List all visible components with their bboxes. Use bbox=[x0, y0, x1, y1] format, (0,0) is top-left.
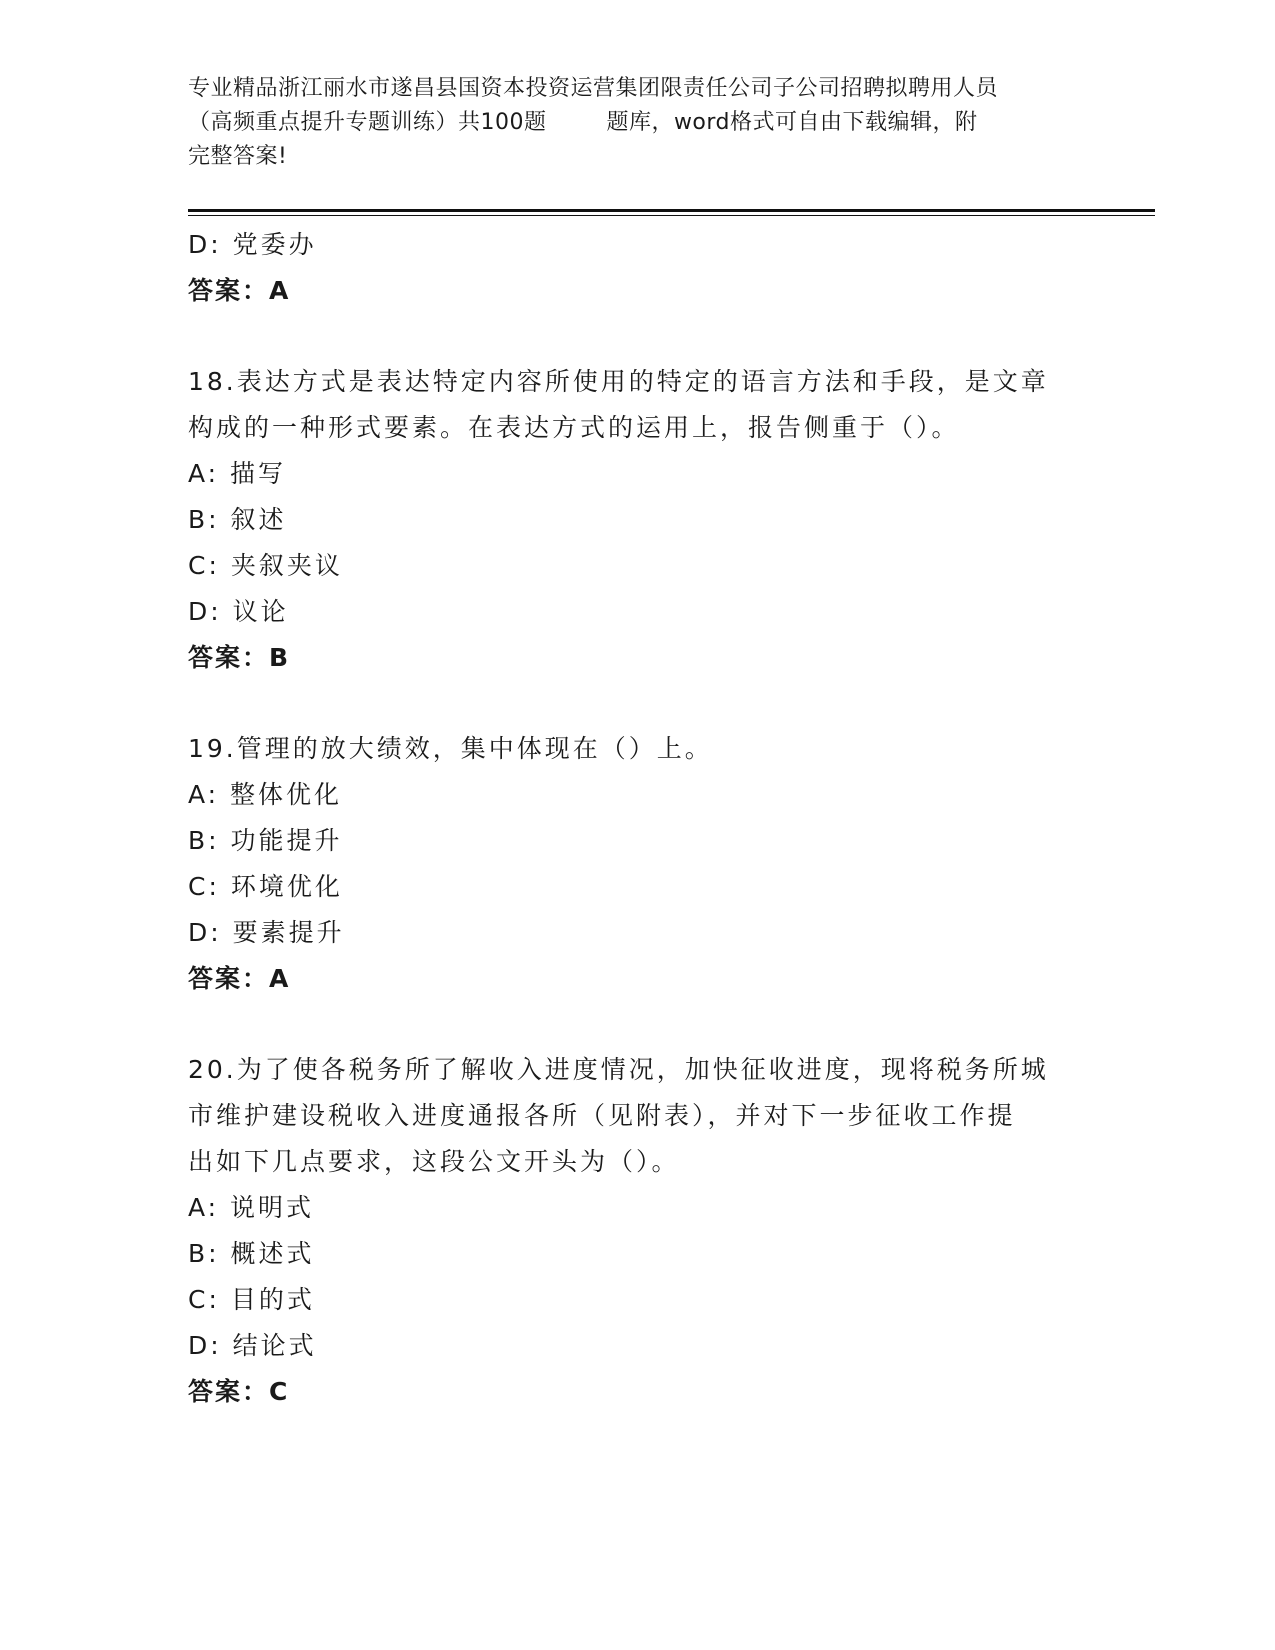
option-b: B: 功能提升 bbox=[188, 826, 343, 855]
option-b: B: 叙述 bbox=[188, 505, 287, 534]
answer-line: 答案：C bbox=[188, 1377, 290, 1406]
option-a: A: 整体优化 bbox=[188, 780, 343, 809]
question-spacer bbox=[188, 314, 1088, 359]
question-stem: 20.为了使各税务所了解收入进度情况，加快征收进度，现将税务所城 bbox=[188, 1055, 1049, 1084]
option-c: C: 目的式 bbox=[188, 1285, 315, 1314]
header-line: （高频重点提升专题训练）共100题 题库，word格式可自由下载编辑，附 bbox=[188, 110, 978, 135]
question-stem: 构成的一种形式要素。在表达方式的运用上，报告侧重于（）。 bbox=[188, 413, 960, 442]
question-stem: 市维护建设税收入进度通报各所（见附表），并对下一步征收工作提 bbox=[188, 1101, 1016, 1130]
question-stem: 18.表达方式是表达特定内容所使用的特定的语言方法和手段，是文章 bbox=[188, 367, 1049, 396]
question-18 bbox=[188, 359, 1088, 681]
option-c: C: 夹叙夹议 bbox=[188, 551, 343, 580]
option-d: D: 结论式 bbox=[188, 1331, 317, 1360]
option-d: D: 要素提升 bbox=[188, 918, 345, 947]
option-c: C: 环境优化 bbox=[188, 872, 343, 901]
answer-line: 答案：A bbox=[188, 276, 291, 305]
question-19 bbox=[188, 726, 1088, 1002]
option-d: D: 党委办 bbox=[188, 230, 317, 259]
document-header bbox=[188, 72, 1088, 174]
option-a: A: 描写 bbox=[188, 459, 287, 488]
option-d: D: 议论 bbox=[188, 597, 289, 626]
question-list bbox=[188, 222, 1088, 1415]
question-stem: 19.管理的放大绩效，集中体现在（）上。 bbox=[188, 734, 713, 763]
answer-line: 答案：A bbox=[188, 964, 291, 993]
previous-question-tail bbox=[188, 222, 1088, 314]
header-divider-thick bbox=[188, 209, 1155, 212]
header-line: 完整答案! bbox=[188, 144, 288, 169]
option-a: A: 说明式 bbox=[188, 1193, 315, 1222]
question-spacer bbox=[188, 681, 1088, 726]
option-b: B: 概述式 bbox=[188, 1239, 315, 1268]
answer-line: 答案：B bbox=[188, 643, 291, 672]
question-20 bbox=[188, 1047, 1088, 1415]
question-spacer bbox=[188, 1002, 1088, 1047]
header-divider-thin bbox=[188, 215, 1155, 216]
question-stem: 出如下几点要求，这段公文开头为（）。 bbox=[188, 1147, 680, 1176]
header-line: 专业精品浙江丽水市遂昌县国资本投资运营集团限责任公司子公司招聘拟聘用人员 bbox=[188, 76, 999, 101]
